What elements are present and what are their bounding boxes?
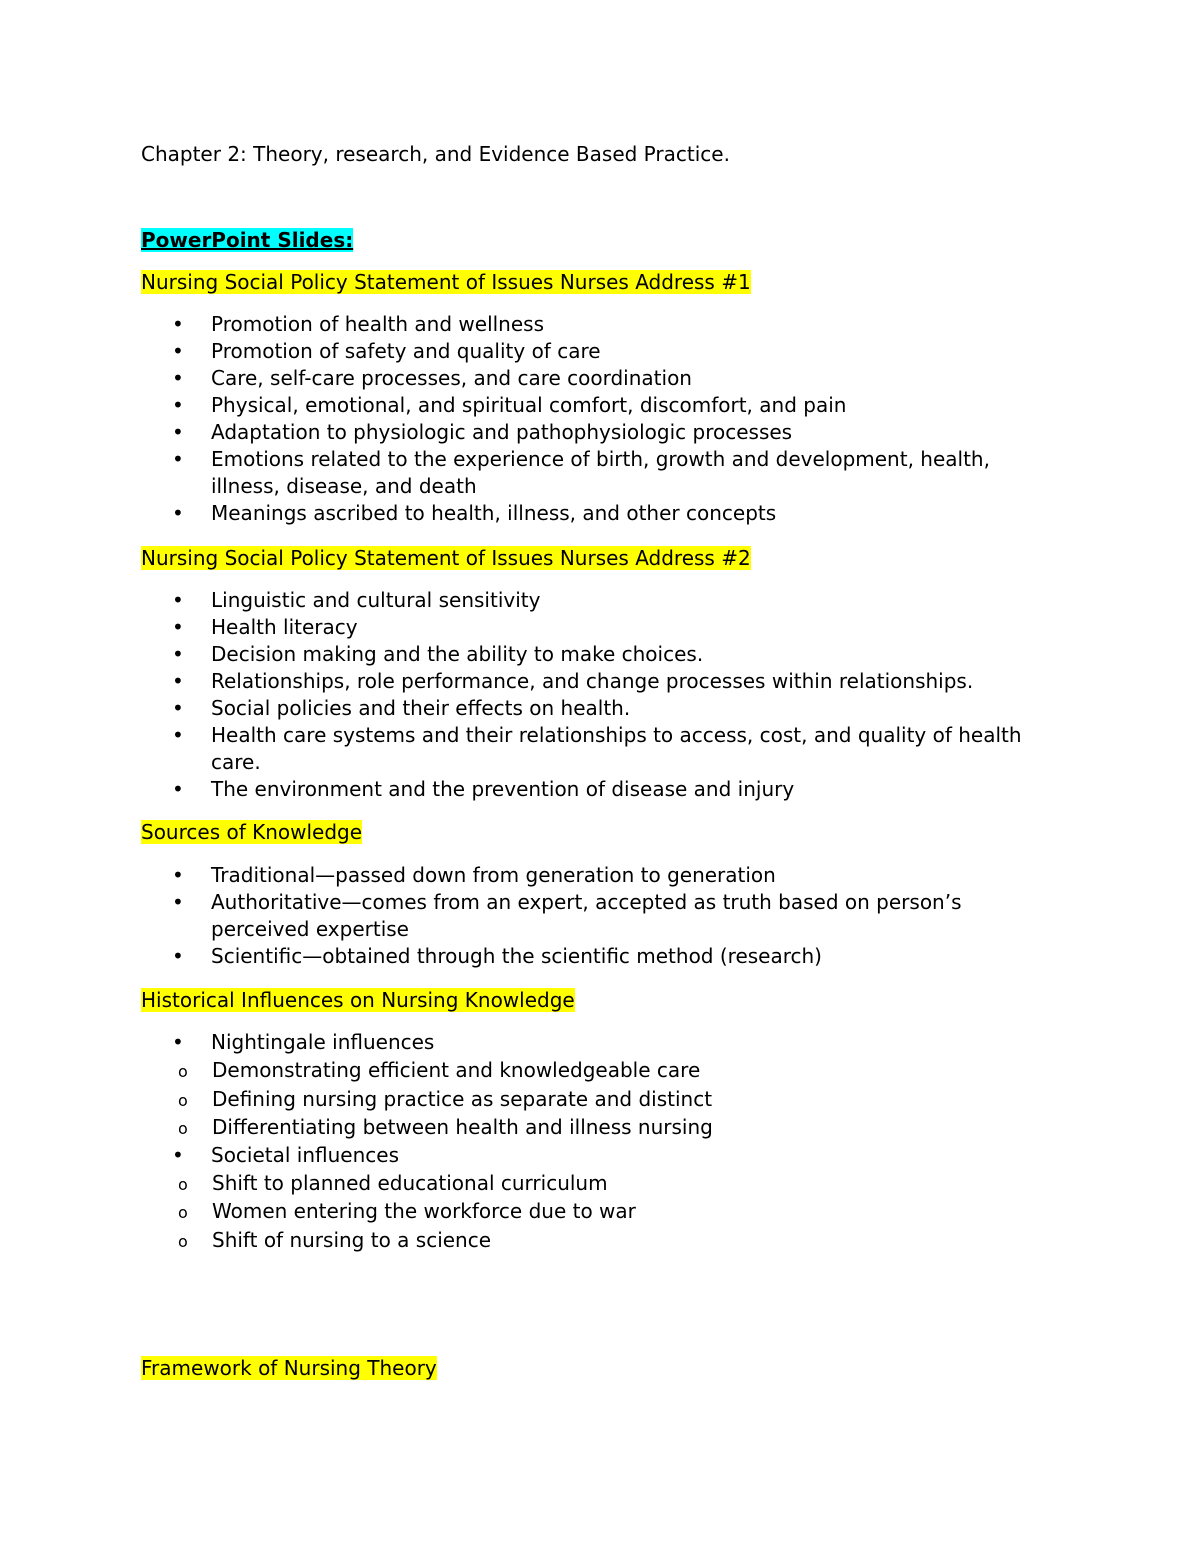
sub-bullet-icon: o (178, 1231, 188, 1251)
section-heading-text: Framework of Nursing Theory (141, 1356, 437, 1380)
bullet-icon: • (172, 696, 184, 720)
sub-list-item: o Differentiating between health and illness nursing (141, 1113, 992, 1142)
bullet-icon: • (172, 393, 184, 417)
bullet-icon: • (172, 1142, 184, 1167)
list-item: • Linguistic and cultural sensitivity (172, 588, 541, 612)
sub-list (141, 1056, 1061, 1142)
list-item: • Promotion of health and wellness (172, 312, 544, 336)
list-item: • Scientific—obtained through the scientific method (research) (172, 944, 822, 968)
bullet-icon: • (172, 312, 184, 336)
section-heading-text: Nursing Social Policy Statement of Issues Nurses Address #1 (141, 270, 751, 294)
sub-list-item: o Women entering the workforce due to war (141, 1197, 992, 1226)
list-item: • Societal influences o Shift to planned educational curriculum o Women entering the workforce due to war o Shift of nursing to a science (141, 1142, 1061, 1255)
section-heading-text: Historical Influences on Nursing Knowledge (141, 988, 575, 1012)
list-item: • Promotion of safety and quality of care (172, 339, 601, 363)
sub-bullet-icon: o (178, 1174, 188, 1194)
bullet-icon: • (172, 890, 184, 914)
bullet-icon: • (172, 615, 184, 639)
section-label (141, 227, 353, 253)
bullet-icon: • (172, 669, 184, 693)
bullet-icon: • (172, 642, 184, 666)
sub-list (141, 1169, 1061, 1255)
bullet-icon: • (172, 447, 184, 471)
section-heading (141, 545, 751, 571)
sub-bullet-icon: o (178, 1203, 188, 1222)
list-item: • Health care systems and their relationships to access, cost, and quality of health care. (172, 723, 1022, 774)
list-item: • Emotions related to the experience of birth, growth and development, health, illness, disease, and death (172, 447, 990, 498)
list-item: • The environment and the prevention of disease and injury (172, 777, 795, 801)
list-item: • Physical, emotional, and spiritual comfort, discomfort, and pain (172, 393, 847, 417)
section-heading (141, 987, 575, 1013)
bullet-icon: • (172, 501, 184, 525)
bullet-icon: • (172, 366, 184, 390)
bullet-list (141, 587, 1061, 803)
powerpoint-slides-label: PowerPoint Slides: (141, 228, 354, 252)
section-heading-text: Nursing Social Policy Statement of Issues Nurses Address #2 (141, 546, 751, 570)
list-item: • Adaptation to physiologic and pathophysiologic processes (172, 420, 793, 444)
list-item: • Decision making and the ability to make choices. (172, 642, 704, 666)
bullet-icon: • (172, 777, 184, 801)
bullet-list (141, 311, 1061, 527)
section-heading (141, 1355, 437, 1381)
sub-list-item: o Defining nursing practice as separate and distinct (141, 1085, 992, 1114)
bullet-icon: • (172, 944, 184, 968)
document-title: Chapter 2: Theory, research, and Evidence Based Practice. (141, 142, 730, 166)
sub-list-item: o Shift of nursing to a science (141, 1226, 992, 1255)
bullet-icon: • (172, 588, 184, 612)
list-item: • Meanings ascribed to health, illness, and other concepts (172, 501, 777, 525)
bullet-icon: • (172, 339, 184, 363)
list-item: • Health literacy (172, 615, 358, 639)
bullet-list (141, 1029, 1061, 1254)
list-item: • Nightingale influences o Demonstrating efficient and knowledgeable care o Defining nursing practice as separate and distinct o Differentiating between health and illness nursing (141, 1029, 1061, 1142)
list-item: • Care, self-care processes, and care coordination (172, 366, 692, 390)
sub-bullet-icon: o (178, 1062, 188, 1081)
section-heading-text: Sources of Knowledge (141, 820, 363, 844)
section-heading (141, 269, 751, 295)
bullet-icon: • (172, 420, 184, 444)
bullet-icon: • (172, 1030, 184, 1054)
sub-bullet-icon: o (178, 1119, 188, 1138)
sub-bullet-icon: o (178, 1090, 188, 1110)
list-item: • Social policies and their effects on health. (172, 696, 631, 720)
bullet-list (141, 862, 1061, 970)
sub-list-item: o Demonstrating efficient and knowledgeable care (141, 1056, 992, 1085)
bullet-icon: • (172, 723, 184, 747)
list-item: • Relationships, role performance, and change processes within relationships. (172, 669, 974, 693)
sub-list-item: o Shift to planned educational curriculum (141, 1169, 992, 1198)
list-item: • Authoritative—comes from an expert, accepted as truth based on person’s perceived expertise (172, 890, 962, 941)
section-heading (141, 819, 362, 845)
list-item: • Traditional—passed down from generation to generation (172, 863, 776, 887)
bullet-icon: • (172, 863, 184, 887)
